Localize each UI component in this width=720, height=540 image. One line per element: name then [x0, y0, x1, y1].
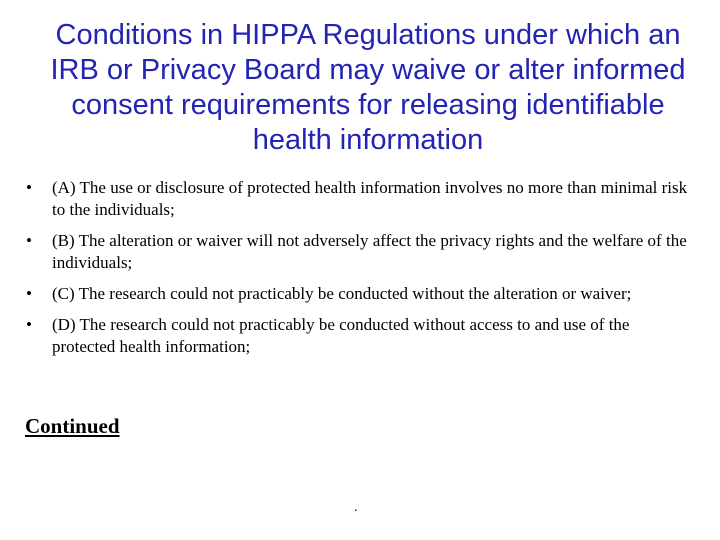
bullet-item-d	[26, 314, 696, 358]
bullet-icon: •	[26, 315, 32, 334]
bullet-icon: •	[26, 284, 32, 303]
footer-mark: .	[354, 500, 358, 515]
bullet-item-c	[26, 283, 696, 305]
bullet-text: (C) The research could not practicably be conducted without the alteration or waiver;	[52, 284, 632, 303]
bullet-item-b	[26, 230, 696, 274]
bullet-icon: •	[26, 231, 32, 250]
bullet-list	[26, 177, 696, 367]
continued-link[interactable]: Continued	[25, 414, 120, 438]
bullet-item-a	[26, 177, 696, 221]
bullet-text: (A) The use or disclosure of protected health information involves no more than minimal risk to the individuals;	[52, 178, 688, 219]
bullet-icon: •	[26, 178, 32, 197]
bullet-text: (D) The research could not practicably be conducted without access to and use of the protected health information;	[52, 315, 630, 356]
slide-title: Conditions in HIPPA Regulations under which an IRB or Privacy Board may waive or alter informed consent requirements for releasing identifiable health information	[50, 19, 686, 156]
bullet-text: (B) The alteration or waiver will not adversely affect the privacy rights and the welfare of the individuals;	[52, 231, 687, 272]
